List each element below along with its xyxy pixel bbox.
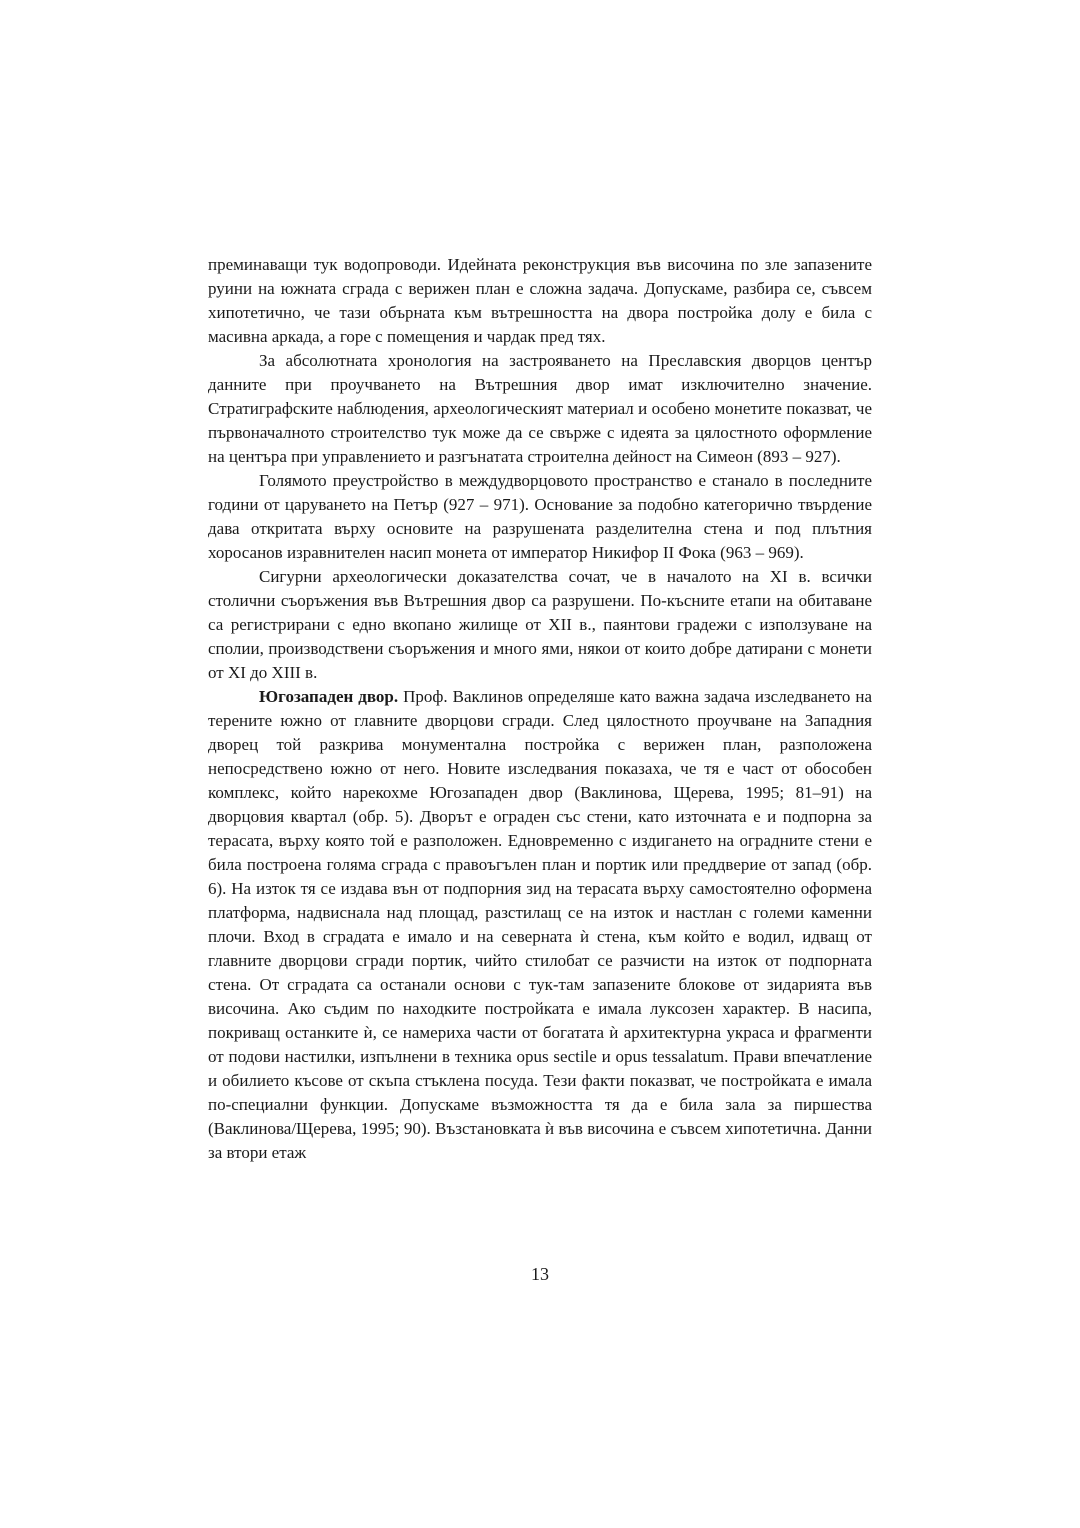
- paragraph-4: Сигурни археологически доказателства сочат, че в началото на XI в. всички столични съоръжения във Вътрешния двор са разрушени. По-късните етапи на обитаване са регистрирани с едно вкопано жилище от XII в., паянтови градежи с използуване на сполии, производствени съоръжения и много ями, някои от които добре датирани с монети от XI до XIII в.: [208, 567, 872, 682]
- paragraph-2: За абсолютната хронология на застрояването на Преславския дворцов център данните при проучването на Вътрешния двор имат изключително значение. Стратиграфските наблюдения, археологическият материал и особено монетите показват, че първоначалното строителство тук може да се свърже с идеята за цялостното оформление на центъра при управлението и разгънатата строителна дейност на Симеон (893 – 927).: [208, 351, 872, 466]
- paragraph-1: преминаващи тук водопроводи. Идейната реконструкция във височина по зле запазените руини на южната сграда с верижен план е сложна задача. Допускаме, разбира се, съвсем хипотетично, че тази обърната към вътрешността на двора постройка долу е била с масивна аркада, а горе с помещения и чардак пред тях.: [208, 255, 872, 346]
- paragraph-5-text: Проф. Ваклинов определяше като важна задача изследването на терените южно от главните дворцови сгради. След цялостното проучване на Западния дворец той разкрива монументална постройка с верижен план, разположена непосредствено южно от него. Новите изследвания показаха, че тя е част от обособен комплекс, който нарекохме Югозападен двор (Ваклинова, Щерева, 1995; 81–91) на дворцовия квартал (обр. 5). Дворът е ограден със стени, като източната е и подпорна за терасата, върху която той е разположен. Едновременно с издигането на оградните стени е била построена голяма сграда с правоъгълен план и портик или преддверие от запад (обр. 6). На изток тя се издава вън от подпорния зид на терасата върху самостоятелно оформена платформа, надвиснала над площад, разстилащ се на изток и настлан с големи каменни плочи. Вход в сградата е имало и на северната ѝ стена, към който е водил, идващ от главните дворцови сгради портик, чийто стилобат се разчисти на изток от подпорната стена. От сградата са останали основи с тук-там запазените блокове от зидарията във височина. Ако съдим по находките постройката е имала луксозен характер. В насипа, покриващ останките ѝ, се намериха части от богатата ѝ архитектурна украса и фрагменти от подови настилки, изпълнени в техника opus sectile и opus tessalatum. Прави впечатление и обилието късове от скъпа стъклена посуда. Тези факти показват, че постройката е имала по-специални функции. Допускаме възможността тя да е била зала за пиршества (Ваклинова/Щерева, 1995; 90). Възстановката ѝ във височина е съвсем хипотетична. Данни за втори етаж: [208, 687, 873, 1162]
- section-heading: Югозападен двор.: [259, 687, 399, 706]
- body-text: [208, 253, 872, 1165]
- paragraph-5: [208, 685, 872, 1165]
- paragraph-3: Голямото преустройство в междудворцовото пространство е станало в последните години от царуването на Петър (927 – 971). Основание за подобно категорично твърдение дава откритата върху основите на разрушената разделителна стена и под плътния хоросанов изравнителен насип монета от император Никифор II Фока (963 – 969).: [208, 471, 872, 562]
- page-number: 13: [531, 1264, 549, 1284]
